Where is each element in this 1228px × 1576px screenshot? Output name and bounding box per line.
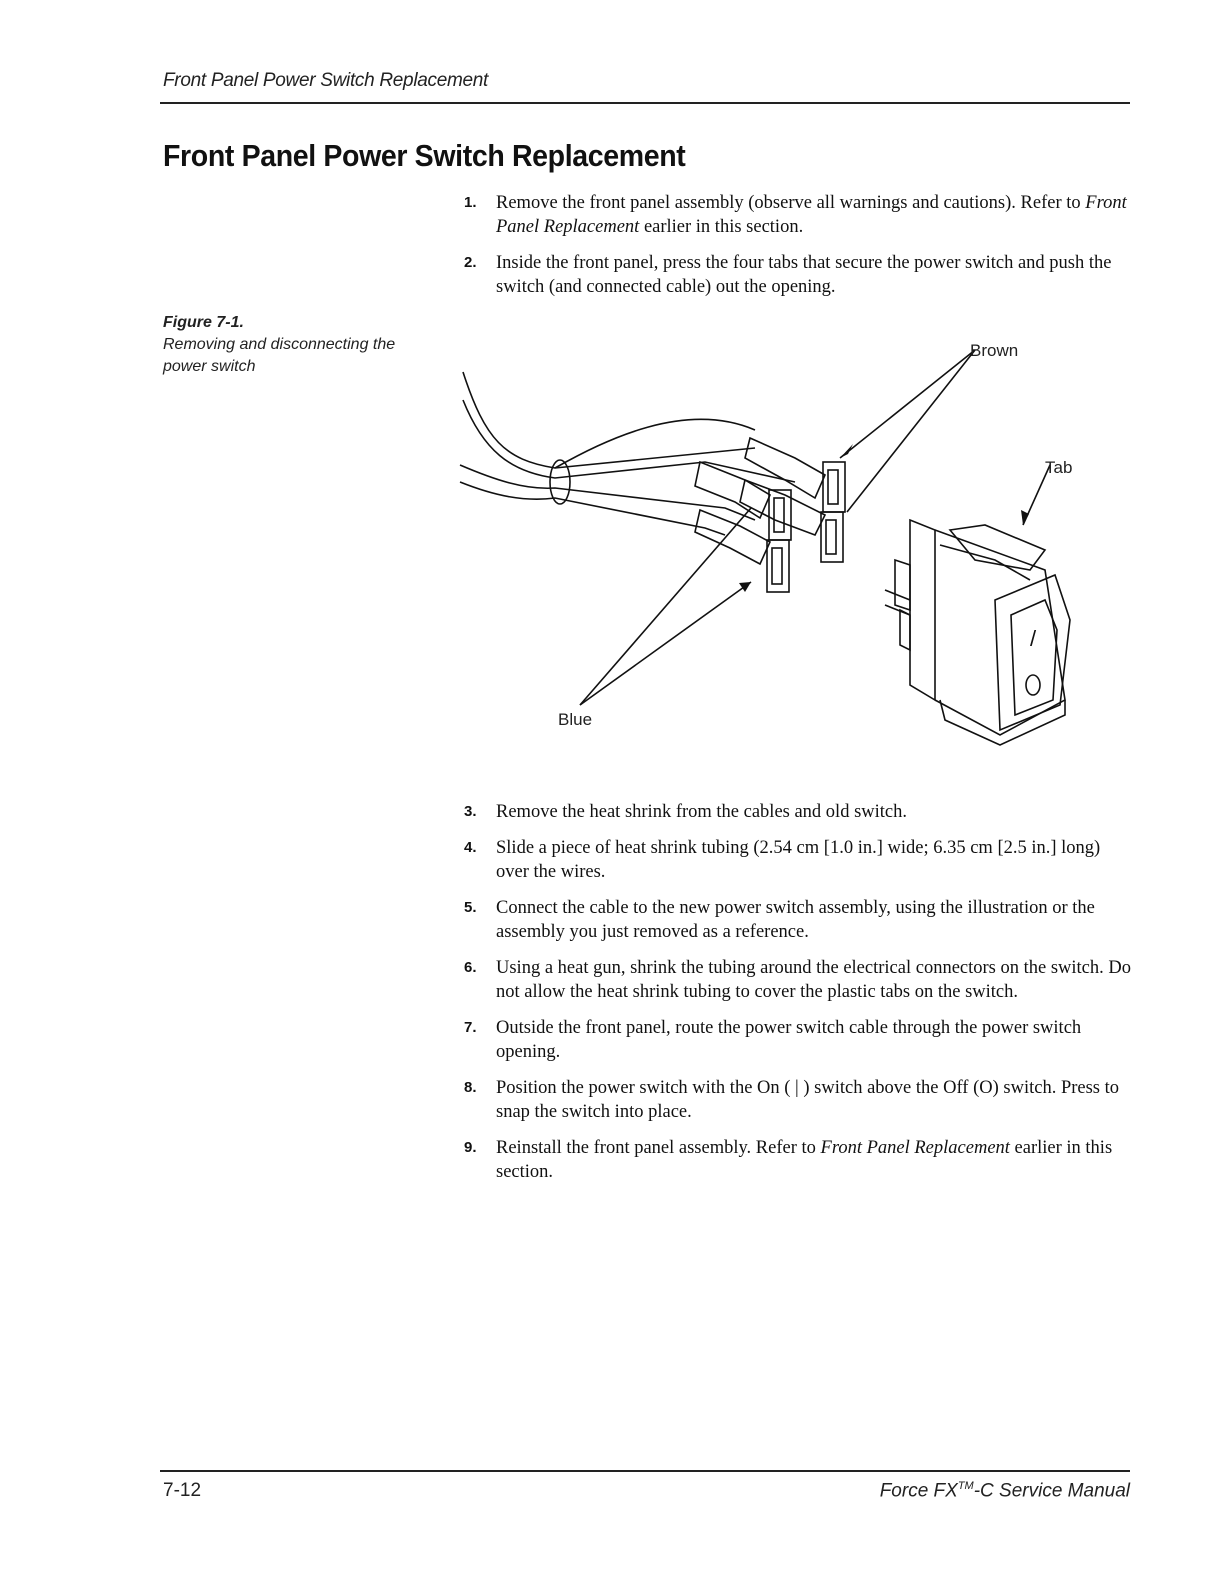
step-text: Reinstall the front panel assembly. Refer to	[496, 1138, 821, 1158]
step-4	[462, 836, 1132, 884]
leader-brown-2	[847, 350, 975, 512]
cross-reference: Front Panel Replacement	[496, 193, 1127, 237]
manual-title-suffix: -C Service Manual	[973, 1480, 1130, 1502]
leader-blue-1	[580, 508, 751, 705]
steps-list-after-figure	[462, 800, 1132, 1196]
page-title: Front Panel Power Switch Replacement	[163, 138, 686, 173]
callout-tab: Tab	[1045, 458, 1073, 477]
figure-power-switch-diagram	[455, 330, 1095, 750]
step-number: 4.	[464, 839, 477, 856]
step-text: Remove the front panel assembly (observe all warnings and cautions). Refer to	[496, 193, 1086, 213]
step-text: Position the power switch with the On ( | ) switch above the Off (O) switch. Press to snap the switch into place.	[496, 1078, 1120, 1122]
step-number: 7.	[464, 1019, 477, 1036]
step-text: earlier in this section.	[639, 217, 804, 237]
cross-reference: Front Panel Replacement	[820, 1138, 1010, 1158]
step-3	[462, 800, 1132, 824]
step-number: 6.	[464, 959, 477, 976]
step-text: Inside the front panel, press the four tabs that secure the power switch and push the switch (and connected cable) out the opening.	[496, 253, 1112, 297]
steps-list-before-figure	[462, 191, 1132, 311]
page-number: 7-12	[163, 1480, 202, 1501]
off-symbol	[1026, 675, 1040, 695]
arrowhead	[739, 582, 751, 592]
figure-caption-text: Removing and disconnecting the power switch	[163, 336, 396, 375]
step-text: Remove the heat shrink from the cables and old switch.	[496, 802, 908, 822]
step-2	[462, 251, 1132, 299]
cable-clamp	[550, 460, 570, 504]
step-6	[462, 956, 1132, 1004]
figure-caption	[163, 312, 423, 378]
step-text: Using a heat gun, shrink the tubing around the electrical connectors on the switch. Do not allow the heat shrink tubing to cover the plastic tabs on the switch.	[496, 958, 1131, 1002]
rocker-switch	[885, 520, 1070, 745]
running-header: Front Panel Power Switch Replacement	[163, 70, 489, 91]
callout-brown: Brown	[970, 341, 1019, 360]
step-text: Slide a piece of heat shrink tubing (2.54 cm [1.0 in.] wide; 6.35 cm [2.5 in.] long) over the wires.	[496, 838, 1101, 882]
step-7	[462, 1016, 1132, 1064]
step-number: 8.	[464, 1079, 477, 1096]
step-text: Connect the cable to the new power switch assembly, using the illustration or the assembly you just removed as a reference.	[496, 898, 1095, 942]
manual-title-prefix: Force FX	[879, 1480, 958, 1502]
step-number: 5.	[464, 899, 477, 916]
step-5	[462, 896, 1132, 944]
arrowhead	[1021, 510, 1029, 525]
wire-2	[463, 400, 795, 482]
leader-brown-1	[840, 350, 975, 458]
step-text: Outside the front panel, route the power switch cable through the power switch opening.	[496, 1018, 1082, 1062]
callout-blue: Blue	[558, 710, 593, 729]
connector-blue-bottom	[695, 510, 789, 592]
trademark-mark: TM	[957, 1480, 974, 1492]
on-symbol: /	[1030, 626, 1037, 651]
step-8	[462, 1076, 1132, 1124]
arrowhead	[840, 444, 853, 458]
figure-label: Figure 7-1.	[163, 314, 244, 331]
step-number: 3.	[464, 803, 477, 820]
step-number: 1.	[464, 194, 477, 211]
step-1	[462, 191, 1132, 239]
header-rule	[160, 102, 1130, 104]
leader-blue-2	[580, 582, 751, 705]
manual-title	[880, 1480, 1130, 1502]
step-text: earlier in this section.	[496, 1138, 1113, 1182]
footer-rule	[160, 1470, 1130, 1472]
step-9	[462, 1136, 1132, 1184]
wire-5	[555, 419, 755, 468]
power-switch-illustration	[455, 330, 1095, 750]
step-number: 9.	[464, 1139, 477, 1156]
step-number: 2.	[464, 254, 477, 271]
wire-4	[460, 482, 725, 535]
